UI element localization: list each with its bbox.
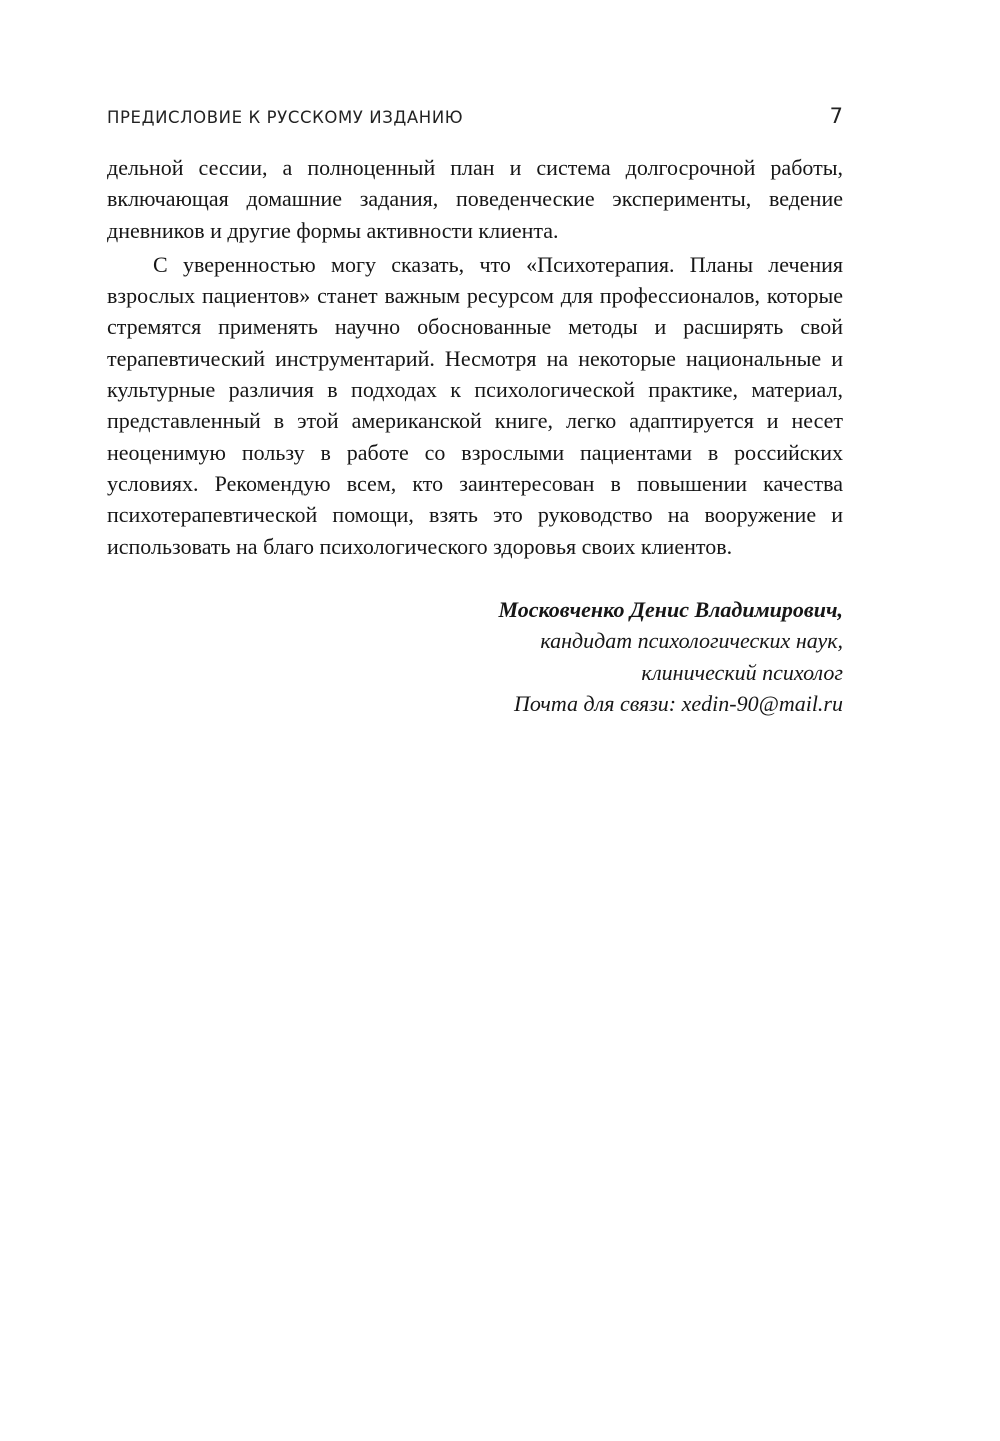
- signature-degree: кандидат психологических наук,: [540, 628, 843, 654]
- signature-role: клинический психолог: [641, 659, 843, 685]
- signature-name: Московченко Денис Владимирович,: [498, 597, 843, 622]
- signature-block: [243, 594, 843, 719]
- signature-contact: Почта для связи: xedin-90@mail.ru: [514, 690, 843, 716]
- body-text: [107, 152, 843, 562]
- running-header: [107, 104, 843, 132]
- paragraph-continued: дельной сессии, а полноценный план и система долгосрочной работы, включающая домашние задания, поведенческие эксперименты, ведение дневников и другие формы активности клиента.: [107, 155, 843, 243]
- running-title: ПРЕДИСЛОВИЕ К РУССКОМУ ИЗДАНИЮ: [107, 108, 464, 127]
- paragraph-recommendation: С уверенностью могу сказать, что «Психотерапия. Планы лечения взрослых пациентов» станет важным ресурсом для профессионалов, которые стремятся применять научно обоснованные методы и расширять свой терапевтический инструментарий. Несмотря на некоторые национальные и культурные различия в подходах к психологической практике, материал, представленный в этой американской книге, легко адаптируется и несет неоценимую пользу в работе со взрослыми пациентами в российских условиях. Рекомендую всем, кто заинтересован в повышении качества психотерапевтической помощи, взять это руководство на вооружение и использовать на благо психологического здоровья своих клиентов.: [107, 251, 843, 559]
- page-number: 7: [829, 104, 843, 128]
